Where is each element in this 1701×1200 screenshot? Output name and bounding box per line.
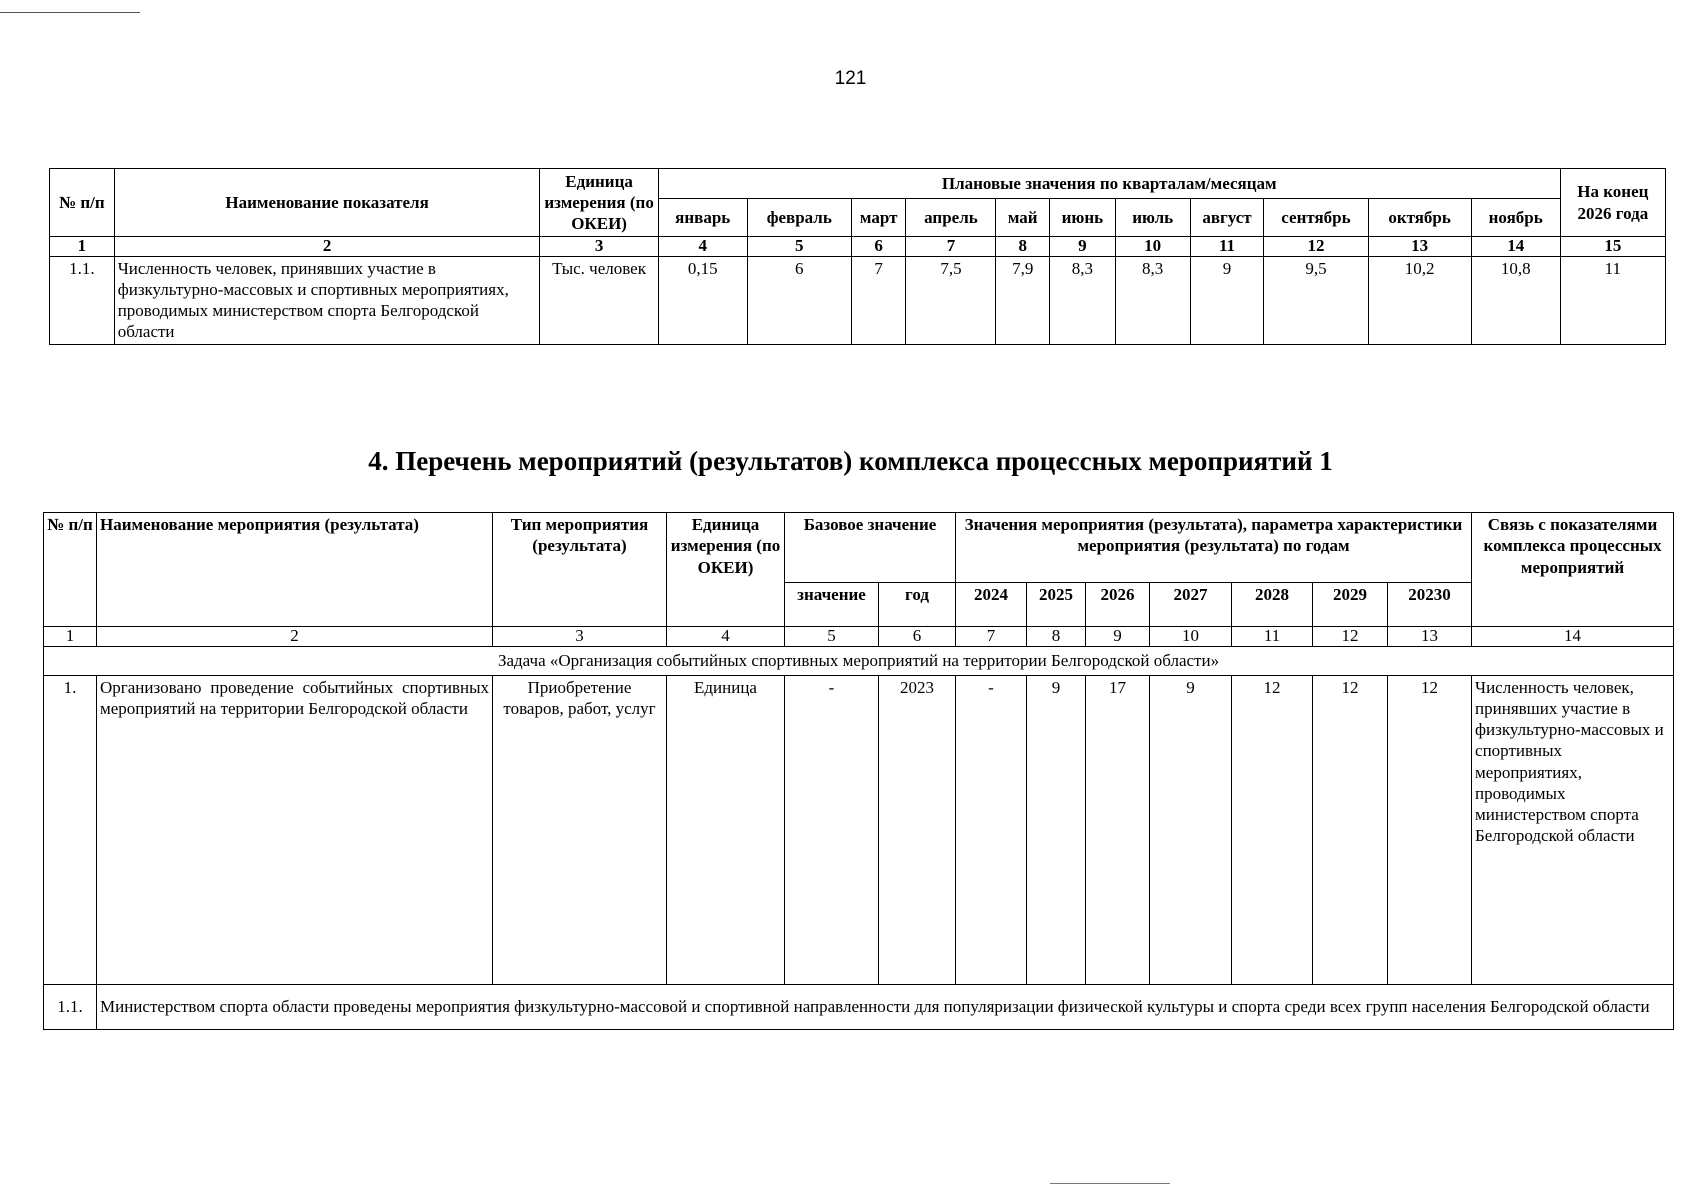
year-value: 12 xyxy=(1313,675,1388,984)
column-number: 5 xyxy=(785,627,879,647)
measures-table xyxy=(43,512,1674,1030)
header-measure-type: Тип мероприятия (результата) xyxy=(493,513,667,627)
header-year: 2029 xyxy=(1313,583,1388,627)
month-value: 0,15 xyxy=(658,256,747,344)
header-link: Связь с показателями комплекса процессных мероприятий xyxy=(1472,513,1674,627)
table-row xyxy=(44,984,1674,1029)
column-number: 3 xyxy=(540,237,658,257)
column-number: 3 xyxy=(493,627,667,647)
task-row xyxy=(44,646,1674,675)
header-year: 2025 xyxy=(1027,583,1086,627)
task-title: Задача «Организация событийных спортивных мероприятий на территории Белгородской области» xyxy=(44,646,1674,675)
header-month: март xyxy=(851,199,906,237)
header-year: 2026 xyxy=(1086,583,1150,627)
column-number: 15 xyxy=(1560,237,1665,257)
column-number: 11 xyxy=(1190,237,1264,257)
header-plan-values: Плановые значения по кварталам/месяцам xyxy=(658,169,1560,199)
column-number: 9 xyxy=(1050,237,1116,257)
column-number: 4 xyxy=(658,237,747,257)
month-value: 8,3 xyxy=(1050,256,1116,344)
header-month: апрель xyxy=(906,199,996,237)
unit-value: Тыс. человек xyxy=(540,256,658,344)
column-number: 6 xyxy=(851,237,906,257)
header-month: ноябрь xyxy=(1471,199,1560,237)
header-year: 2024 xyxy=(956,583,1027,627)
end-of-year-value: 11 xyxy=(1560,256,1665,344)
column-number-row xyxy=(44,627,1674,647)
header-base-year: год xyxy=(879,583,956,627)
header-month: август xyxy=(1190,199,1264,237)
page-number: 121 xyxy=(834,68,867,89)
row-num: 1. xyxy=(44,675,97,984)
month-value: 9 xyxy=(1190,256,1264,344)
sub-measure-text: Министерством спорта области проведены мероприятия физкультурно-массовой и спортивной направленности для популяризации физической культуры и спорта среди всех групп населения Белгородской области xyxy=(97,984,1674,1029)
header-year: 2028 xyxy=(1232,583,1313,627)
indicator-plan-table xyxy=(49,168,1666,345)
header-year: 2027 xyxy=(1150,583,1232,627)
header-month: июль xyxy=(1115,199,1190,237)
column-number: 2 xyxy=(97,627,493,647)
header-end-of-year: На конец 2026 года xyxy=(1560,169,1665,237)
column-number: 14 xyxy=(1471,237,1560,257)
month-value: 6 xyxy=(747,256,851,344)
measure-name: Организовано проведение событийных спортивных мероприятий на территории Белгородской области xyxy=(97,675,493,984)
column-number: 4 xyxy=(667,627,785,647)
column-number-row xyxy=(50,237,1666,257)
month-value: 10,2 xyxy=(1368,256,1471,344)
month-value: 9,5 xyxy=(1264,256,1368,344)
month-value: 7,5 xyxy=(906,256,996,344)
column-number: 9 xyxy=(1086,627,1150,647)
base-year: 2023 xyxy=(879,675,956,984)
column-number: 14 xyxy=(1472,627,1674,647)
indicator-name: Численность человек, принявших участие в физкультурно-массовых и спортивных мероприятиях, проводимых министерством спорта Белгородской области xyxy=(114,256,540,344)
column-number: 1 xyxy=(50,237,115,257)
column-number: 8 xyxy=(996,237,1050,257)
linked-indicator: Численность человек, принявших участие в физкультурно-массовых и спортивных мероприятиях, проводимых министерством спорта Белгородской области xyxy=(1472,675,1674,984)
month-value: 10,8 xyxy=(1471,256,1560,344)
header-num: № п/п xyxy=(50,169,115,237)
top-rule xyxy=(0,12,140,13)
month-value: 7 xyxy=(851,256,906,344)
header-num: № п/п xyxy=(44,513,97,627)
column-number: 12 xyxy=(1264,237,1368,257)
section-title: 4. Перечень мероприятий (результатов) комплекса процессных мероприятий 1 xyxy=(368,446,1333,476)
header-values-by-years: Значения мероприятия (результата), параметра характеристики мероприятия (результата) по годам xyxy=(956,513,1472,583)
header-indicator-name: Наименование показателя xyxy=(114,169,540,237)
header-year: 20230 xyxy=(1388,583,1472,627)
column-number: 10 xyxy=(1150,627,1232,647)
year-value: 9 xyxy=(1150,675,1232,984)
year-value: - xyxy=(956,675,1027,984)
column-number: 7 xyxy=(906,237,996,257)
unit-value: Единица xyxy=(667,675,785,984)
column-number: 5 xyxy=(747,237,851,257)
year-value: 12 xyxy=(1232,675,1313,984)
column-number: 12 xyxy=(1313,627,1388,647)
header-month: февраль xyxy=(747,199,851,237)
header-unit: Единица измерения (по ОКЕИ) xyxy=(667,513,785,627)
column-number: 13 xyxy=(1388,627,1472,647)
year-value: 17 xyxy=(1086,675,1150,984)
bottom-rule xyxy=(1050,1183,1170,1184)
column-number: 10 xyxy=(1115,237,1190,257)
column-number: 1 xyxy=(44,627,97,647)
year-value: 12 xyxy=(1388,675,1472,984)
column-number: 11 xyxy=(1232,627,1313,647)
month-value: 7,9 xyxy=(996,256,1050,344)
year-value: 9 xyxy=(1027,675,1086,984)
row-num: 1.1. xyxy=(50,256,115,344)
month-value: 8,3 xyxy=(1115,256,1190,344)
base-value: - xyxy=(785,675,879,984)
table-row xyxy=(44,675,1674,984)
header-month: май xyxy=(996,199,1050,237)
column-number: 8 xyxy=(1027,627,1086,647)
header-month: июнь xyxy=(1050,199,1116,237)
table-row xyxy=(50,256,1666,344)
column-number: 13 xyxy=(1368,237,1471,257)
header-month: сентябрь xyxy=(1264,199,1368,237)
header-base-value-value: значение xyxy=(785,583,879,627)
row-num: 1.1. xyxy=(44,984,97,1029)
column-number: 7 xyxy=(956,627,1027,647)
header-month: октябрь xyxy=(1368,199,1471,237)
measure-type: Приобретение товаров, работ, услуг xyxy=(493,675,667,984)
column-number: 6 xyxy=(879,627,956,647)
header-unit: Единица измерения (по ОКЕИ) xyxy=(540,169,658,237)
header-measure-name: Наименование мероприятия (результата) xyxy=(97,513,493,627)
column-number: 2 xyxy=(114,237,540,257)
header-month: январь xyxy=(658,199,747,237)
header-base-value: Базовое значение xyxy=(785,513,956,583)
